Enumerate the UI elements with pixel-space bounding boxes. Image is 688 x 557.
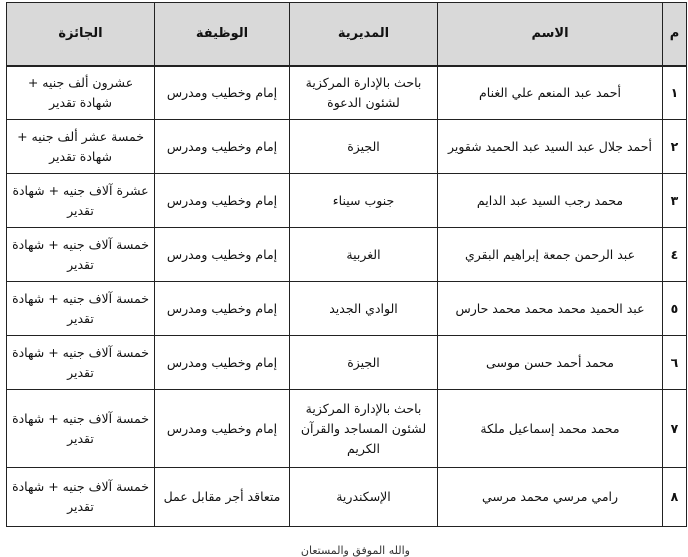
row-number: ٢: [663, 120, 687, 174]
table-row: [7, 390, 687, 468]
directorate-cell: الإسكندرية: [290, 468, 438, 527]
table-row: [7, 228, 687, 282]
name-cell: عبد الرحمن جمعة إبراهيم البقري: [438, 228, 663, 282]
directorate-cell: باحث بالإدارة المركزية لشئون الدعوة: [290, 66, 438, 120]
job-cell: إمام وخطيب ومدرس: [155, 336, 290, 390]
prize-cell: خمسة آلاف جنيه + شهادة تقدير: [7, 282, 155, 336]
job-cell: متعاقد أجر مقابل عمل: [155, 468, 290, 527]
job-cell: إمام وخطيب ومدرس: [155, 66, 290, 120]
prize-cell: خمسة آلاف جنيه + شهادة تقدير: [7, 468, 155, 527]
name-cell: عبد الحميد محمد محمد محمد حارس: [438, 282, 663, 336]
name-cell: أحمد عبد المنعم علي الغنام: [438, 66, 663, 120]
prize-cell: خمسة آلاف جنيه + شهادة تقدير: [7, 390, 155, 468]
row-number: ٦: [663, 336, 687, 390]
table-row: [7, 174, 687, 228]
row-number: ٥: [663, 282, 687, 336]
row-number: ٧: [663, 390, 687, 468]
directorate-cell: الغربية: [290, 228, 438, 282]
directorate-cell: الجيزة: [290, 120, 438, 174]
prize-cell: خمسة عشر ألف جنيه + شهادة تقدير: [7, 120, 155, 174]
directorate-cell: جنوب سيناء: [290, 174, 438, 228]
name-cell: محمد أحمد حسن موسى: [438, 336, 663, 390]
job-cell: إمام وخطيب ومدرس: [155, 282, 290, 336]
table-row: [7, 282, 687, 336]
row-number: ٨: [663, 468, 687, 527]
name-cell: محمد رجب السيد عبد الدايم: [438, 174, 663, 228]
row-number: ١: [663, 66, 687, 120]
header-num: م: [663, 3, 687, 67]
job-cell: إمام وخطيب ومدرس: [155, 174, 290, 228]
job-cell: إمام وخطيب ومدرس: [155, 120, 290, 174]
job-cell: إمام وخطيب ومدرس: [155, 228, 290, 282]
prize-cell: خمسة آلاف جنيه + شهادة تقدير: [7, 336, 155, 390]
row-number: ٤: [663, 228, 687, 282]
name-cell: محمد محمد إسماعيل ملكة: [438, 390, 663, 468]
header-job: الوظيفة: [155, 3, 290, 67]
footnote-text: والله الموفق والمستعان: [300, 544, 410, 557]
awards-table: [6, 2, 687, 527]
job-cell: إمام وخطيب ومدرس: [155, 390, 290, 468]
table-row: [7, 66, 687, 120]
prize-cell: عشرون ألف جنيه + شهادة تقدير: [7, 66, 155, 120]
directorate-cell: الوادي الجديد: [290, 282, 438, 336]
header-row: [7, 3, 687, 67]
directorate-cell: باحث بالإدارة المركزية لشئون المساجد والقرآن الكريم: [290, 390, 438, 468]
table-row: [7, 120, 687, 174]
header-name: الاسم: [438, 3, 663, 67]
name-cell: رامي مرسي محمد مرسي: [438, 468, 663, 527]
row-number: ٣: [663, 174, 687, 228]
directorate-cell: الجيزة: [290, 336, 438, 390]
header-prize: الجائزة: [7, 3, 155, 67]
header-directorate: المديرية: [290, 3, 438, 67]
name-cell: أحمد جلال عبد السيد عبد الحميد شقوير: [438, 120, 663, 174]
table-row: [7, 468, 687, 527]
prize-cell: عشرة آلاف جنيه + شهادة تقدير: [7, 174, 155, 228]
table-row: [7, 336, 687, 390]
prize-cell: خمسة آلاف جنيه + شهادة تقدير: [7, 228, 155, 282]
